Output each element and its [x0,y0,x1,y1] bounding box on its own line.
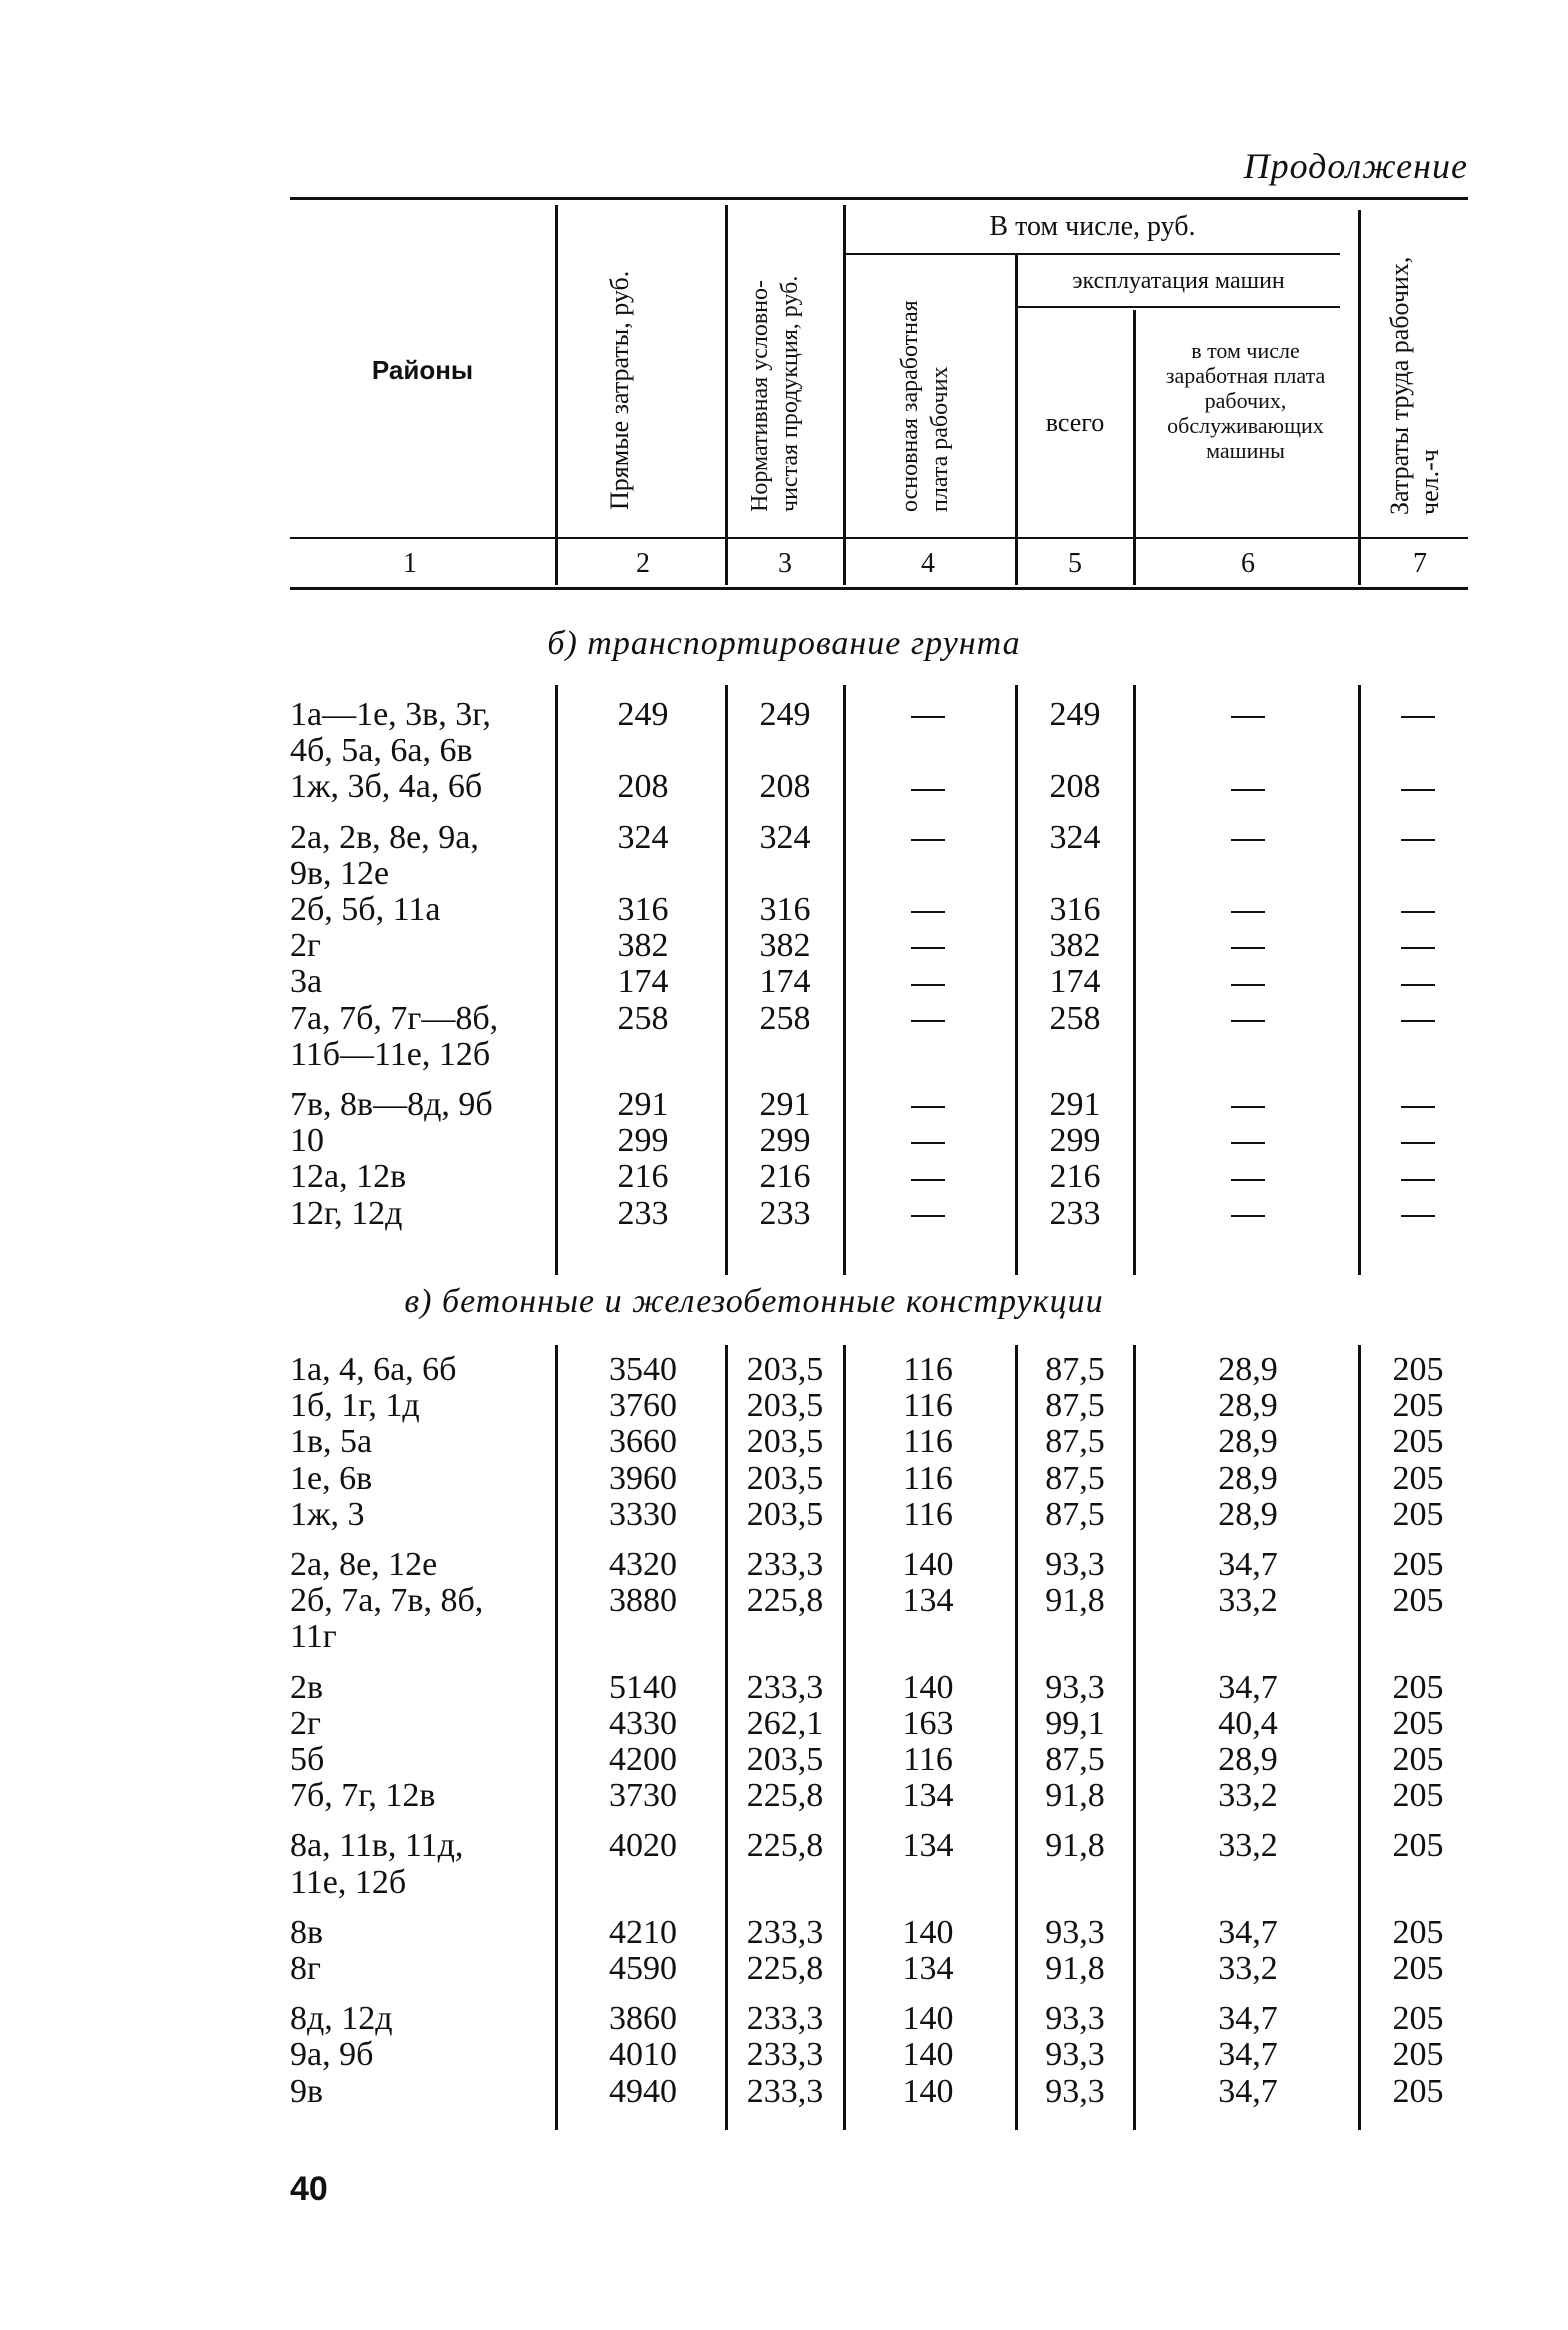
dash-mark [911,1142,945,1144]
value-cell: 87,5 [1045,1741,1105,1778]
value-cell: 205 [1392,1668,1444,1706]
value-cell [858,1123,998,1159]
value-cell: 99,1 [1045,1704,1105,1742]
column-number-5: 5 [1068,548,1082,579]
value-cell: 40,4 [1218,1704,1278,1742]
value-cell: 4330 [609,1704,677,1742]
dash-mark [911,1020,945,1022]
value-cell: 225,8 [746,1582,824,1620]
value-cell: 258 [759,999,811,1037]
value-cell: 134 [902,1950,954,1987]
district-cell: 1ж, 3 [290,1495,365,1533]
value-cell: 134 [902,1777,954,1815]
dash-mark [1401,947,1435,949]
value-cell: 316 [1049,891,1101,928]
table-row [0,1778,1568,1814]
value-cell: 93,3 [1045,2000,1105,2038]
col4-header: основная заработная плата рабочих [897,300,953,512]
value-cell [858,1001,998,1037]
value-cell: 382 [759,927,811,965]
value-cell [858,928,998,964]
dash-mark [1401,984,1435,986]
value-cell: 174 [617,963,669,1001]
district-cell: 2г [290,927,321,965]
machines-header: эксплуатация машин [1072,268,1285,294]
district-cell: 11б—11е, 12б [290,1035,491,1073]
table-row [0,2074,1568,2110]
table-row [0,1424,1568,1460]
value-cell: 87,5 [1045,1423,1105,1461]
table-row [0,1123,1568,1159]
value-cell: 34,7 [1218,2072,1278,2110]
district-cell: 9в [290,2072,324,2110]
value-cell: 324 [617,818,669,856]
district-cell: 2в [290,1668,324,1706]
value-cell: 28,9 [1218,1423,1278,1461]
value-cell [858,1159,998,1195]
value-cell: 5140 [609,1668,677,1706]
value-cell [1178,1159,1318,1195]
value-cell: 216 [759,1158,811,1196]
district-cell: 3а [290,963,323,1001]
value-cell: 140 [902,2000,954,2038]
value-cell: 116 [903,1495,953,1533]
value-cell: 291 [759,1086,811,1123]
header-vline-6 [1358,210,1361,585]
district-cell: 2б, 7а, 7в, 8б, [290,1582,484,1620]
value-cell: 249 [617,696,669,733]
value-cell: 316 [759,891,811,928]
district-cell: 9а, 9б [290,2036,374,2074]
table-row [0,964,1568,1000]
district-cell: 8в [290,1913,324,1951]
dash-mark [911,984,945,986]
dash-mark [911,947,945,949]
value-cell [858,697,998,733]
value-cell: 205 [1392,1827,1444,1865]
value-cell: 87,5 [1045,1351,1105,1388]
column-number-3: 3 [778,548,792,579]
column-number-7: 7 [1413,548,1427,579]
section-title-concrete: в) бетонные и железобетонные конструкции [404,1283,1104,1320]
value-cell: 174 [759,963,811,1001]
value-cell: 134 [902,1827,954,1865]
district-cell: 7б, 7г, 12в [290,1777,436,1815]
dash-mark [1231,911,1265,913]
dash-mark [911,1215,945,1217]
value-cell: 208 [617,768,669,806]
value-cell: 291 [1049,1086,1101,1123]
value-cell: 93,3 [1045,2072,1105,2110]
value-cell [1348,928,1488,964]
value-cell: 34,7 [1218,2000,1278,2038]
value-cell: 163 [902,1704,954,1742]
value-cell: 205 [1392,1423,1444,1461]
dash-mark [1231,716,1265,718]
value-cell: 205 [1392,1546,1444,1583]
table-row [0,1742,1568,1778]
dash-mark [1401,1020,1435,1022]
district-cell: 10 [290,1122,324,1160]
page-number: 40 [290,2170,328,2208]
value-cell: 299 [759,1122,811,1160]
machines-hline [1017,306,1340,308]
value-cell: 233,3 [746,1668,824,1706]
district-cell: 11е, 12б [290,1863,407,1901]
value-cell [1178,1087,1318,1123]
value-cell: 28,9 [1218,1741,1278,1778]
value-cell: 4320 [609,1546,677,1583]
col1-header: Районы [371,355,474,385]
value-cell: 203,5 [746,1387,824,1425]
value-cell [1348,697,1488,733]
value-cell: 205 [1392,1351,1444,1388]
table-row [0,1388,1568,1424]
value-cell: 91,8 [1045,1582,1105,1620]
table-row [0,1706,1568,1742]
value-cell: 93,3 [1045,1668,1105,1706]
value-cell [1178,892,1318,928]
dash-mark [1231,1215,1265,1217]
col5-header: всего [1045,408,1105,437]
value-cell: 249 [759,696,811,733]
table-row [0,1001,1568,1037]
value-cell: 205 [1392,1459,1444,1497]
dash-mark [1231,839,1265,841]
dash-mark [911,789,945,791]
value-cell [1178,964,1318,1000]
col3-header: Нормативная условно-чистая продукция, руб. [747,275,803,512]
dash-mark [1401,1142,1435,1144]
table-row [0,1619,1568,1655]
value-cell: 3330 [609,1495,677,1533]
value-cell [1178,1001,1318,1037]
value-cell: 4590 [609,1950,677,1987]
dash-mark [911,911,945,913]
table-row [0,697,1568,733]
dash-mark [1231,1020,1265,1022]
table-row [0,892,1568,928]
value-cell [1348,892,1488,928]
value-cell: 225,8 [746,1827,824,1865]
colnum-bottom-rule [290,587,1468,590]
value-cell: 3960 [609,1459,677,1497]
value-cell: 87,5 [1045,1495,1105,1533]
table-row [0,856,1568,892]
value-cell: 299 [1049,1122,1101,1160]
district-cell: 11г [290,1618,337,1656]
dash-mark [1401,1106,1435,1108]
value-cell [1348,1123,1488,1159]
column-number-6: 6 [1241,548,1255,579]
dash-mark [1231,1179,1265,1181]
continuation-label: Продолжение [1243,146,1468,186]
value-cell: 205 [1392,2000,1444,2038]
header-top-rule [290,197,1468,200]
table-row [0,769,1568,805]
value-cell: 116 [903,1387,953,1425]
district-cell: 2а, 8е, 12е [290,1546,438,1583]
value-cell: 116 [903,1741,953,1778]
district-cell: 4б, 5а, 6а, 6в [290,732,473,770]
value-cell: 205 [1392,1704,1444,1742]
value-cell: 87,5 [1045,1459,1105,1497]
table-row [0,1951,1568,1987]
value-cell: 140 [902,1668,954,1706]
district-cell: 7а, 7б, 7г—8б, [290,999,499,1037]
value-cell: 258 [617,999,669,1037]
value-cell [1348,1001,1488,1037]
dash-mark [911,1106,945,1108]
table-row [0,1670,1568,1706]
value-cell: 233,3 [746,2036,824,2074]
value-cell: 233,3 [746,2000,824,2038]
value-cell: 233 [617,1194,669,1232]
value-cell [1178,769,1318,805]
value-cell: 316 [617,891,669,928]
value-cell: 203,5 [746,1351,824,1388]
value-cell: 28,9 [1218,1387,1278,1425]
value-cell: 34,7 [1218,1546,1278,1583]
value-cell [1348,1087,1488,1123]
value-cell [1178,820,1318,856]
value-cell: 382 [617,927,669,965]
value-cell [1178,928,1318,964]
dash-mark [1231,789,1265,791]
value-cell: 208 [759,768,811,806]
value-cell: 34,7 [1218,1913,1278,1951]
value-cell: 203,5 [746,1423,824,1461]
value-cell: 116 [903,1423,953,1461]
district-cell: 1ж, 3б, 4а, 6б [290,768,483,806]
value-cell: 34,7 [1218,1668,1278,1706]
value-cell: 3760 [609,1387,677,1425]
column-number-2: 2 [636,548,650,579]
table-row [0,1037,1568,1073]
value-cell: 291 [617,1086,669,1123]
value-cell: 174 [1049,963,1101,1001]
col7-header: Затраты труда рабочих, чел.-ч [1385,256,1444,515]
value-cell: 140 [902,2072,954,2110]
column-number-1: 1 [403,548,417,579]
district-cell: 7в, 8в—8д, 9б [290,1086,493,1123]
value-cell: 91,8 [1045,1777,1105,1815]
value-cell: 324 [759,818,811,856]
value-cell [858,892,998,928]
value-cell: 91,8 [1045,1827,1105,1865]
table-row [0,1461,1568,1497]
value-cell: 33,2 [1218,1582,1278,1620]
value-cell [858,820,998,856]
value-cell: 203,5 [746,1741,824,1778]
value-cell: 299 [617,1122,669,1160]
header-vline-1 [555,205,558,585]
value-cell: 134 [902,1582,954,1620]
value-cell: 140 [902,1913,954,1951]
value-cell: 249 [1049,696,1101,733]
value-cell: 233,3 [746,1913,824,1951]
district-cell: 1а—1е, 3в, 3г, [290,696,491,733]
value-cell [1348,769,1488,805]
district-cell: 9в, 12е [290,854,390,892]
dash-mark [911,839,945,841]
table-row [0,1828,1568,1864]
value-cell: 205 [1392,1582,1444,1620]
table-row [0,1865,1568,1901]
value-cell [858,964,998,1000]
header-vline-5 [1133,310,1136,585]
value-cell: 93,3 [1045,2036,1105,2074]
value-cell: 34,7 [1218,2036,1278,2074]
value-cell: 28,9 [1218,1459,1278,1497]
value-cell: 205 [1392,2036,1444,2074]
value-cell: 205 [1392,1387,1444,1425]
value-cell: 233 [759,1194,811,1232]
table-row [0,1159,1568,1195]
value-cell [858,769,998,805]
value-cell: 4200 [609,1741,677,1778]
group-hline [845,253,1340,255]
table-row [0,928,1568,964]
dash-mark [1401,716,1435,718]
district-cell: 2а, 2в, 8е, 9а, [290,818,479,856]
col2-header: Прямые затраты, руб. [605,270,634,510]
value-cell: 382 [1049,927,1101,965]
value-cell: 140 [902,1546,954,1583]
district-cell: 1а, 4, 6а, 6б [290,1351,457,1388]
value-cell: 208 [1049,768,1101,806]
value-cell: 91,8 [1045,1950,1105,1987]
value-cell: 324 [1049,818,1101,856]
value-cell [1348,964,1488,1000]
dash-mark [911,1179,945,1181]
dash-mark [911,716,945,718]
district-cell: 8д, 12д [290,2000,393,2038]
district-cell: 1в, 5а [290,1423,373,1461]
district-cell: 2г [290,1704,321,1742]
value-cell: 3660 [609,1423,677,1461]
value-cell: 4210 [609,1913,677,1951]
value-cell: 93,3 [1045,1546,1105,1583]
value-cell: 233 [1049,1194,1101,1232]
value-cell: 33,2 [1218,1950,1278,1987]
value-cell: 3860 [609,2000,677,2038]
group-header: В том числе, руб. [989,211,1196,242]
table-row [0,1196,1568,1232]
table-row [0,2001,1568,2037]
dash-mark [1401,789,1435,791]
value-cell: 233,3 [746,2072,824,2110]
district-cell: 1б, 1г, 1д [290,1387,420,1425]
value-cell: 116 [903,1351,953,1388]
dash-mark [1231,1142,1265,1144]
value-cell: 4020 [609,1827,677,1865]
dash-mark [1401,1179,1435,1181]
value-cell: 258 [1049,999,1101,1037]
district-cell: 2б, 5б, 11а [290,891,441,928]
value-cell: 4940 [609,2072,677,2110]
value-cell: 205 [1392,2072,1444,2110]
table-row [0,1915,1568,1951]
value-cell: 28,9 [1218,1495,1278,1533]
value-cell: 216 [617,1158,669,1196]
dash-mark [1401,839,1435,841]
value-cell: 28,9 [1218,1351,1278,1388]
table-row [0,1497,1568,1533]
value-cell [1178,1196,1318,1232]
district-cell: 8г [290,1950,321,1987]
table-row [0,820,1568,856]
district-cell: 12г, 12д [290,1194,403,1232]
value-cell: 205 [1392,1950,1444,1987]
value-cell: 262,1 [746,1704,824,1742]
dash-mark [1231,984,1265,986]
value-cell [1348,1196,1488,1232]
value-cell: 33,2 [1218,1777,1278,1815]
value-cell [1178,1123,1318,1159]
value-cell: 225,8 [746,1777,824,1815]
value-cell: 205 [1392,1913,1444,1951]
value-cell: 4010 [609,2036,677,2074]
value-cell: 233,3 [746,1546,824,1583]
value-cell: 93,3 [1045,1913,1105,1951]
district-cell: 5б [290,1741,325,1778]
table-row [0,1547,1568,1583]
value-cell: 225,8 [746,1950,824,1987]
table-row [0,1583,1568,1619]
table-row [0,2037,1568,2073]
value-cell: 205 [1392,1741,1444,1778]
value-cell [1348,1159,1488,1195]
table-row [0,733,1568,769]
district-cell: 1е, 6в [290,1459,373,1497]
dash-mark [1401,911,1435,913]
value-cell: 87,5 [1045,1387,1105,1425]
value-cell: 205 [1392,1777,1444,1815]
value-cell: 203,5 [746,1495,824,1533]
district-cell: 12а, 12в [290,1158,407,1196]
value-cell: 203,5 [746,1459,824,1497]
value-cell: 205 [1392,1495,1444,1533]
value-cell: 3880 [609,1582,677,1620]
value-cell [1348,820,1488,856]
value-cell [1178,697,1318,733]
value-cell: 116 [903,1459,953,1497]
value-cell: 140 [902,2036,954,2074]
dash-mark [1231,947,1265,949]
header-vline-2 [725,205,728,585]
value-cell [858,1087,998,1123]
district-cell: 8а, 11в, 11д, [290,1827,464,1865]
header-bottom-rule [290,537,1468,539]
section-title-transport: б) транспортирование грунта [547,625,1021,662]
dash-mark [1231,1106,1265,1108]
value-cell: 3540 [609,1351,677,1388]
value-cell: 33,2 [1218,1827,1278,1865]
value-cell [858,1196,998,1232]
value-cell: 216 [1049,1158,1101,1196]
table-row [0,1352,1568,1388]
table-row [0,1087,1568,1123]
header-vline-3 [843,205,846,585]
value-cell: 3730 [609,1777,677,1815]
column-number-4: 4 [921,548,935,579]
col6-header: в том числе заработная плата рабочих, обслуживающих машины [1165,338,1326,463]
dash-mark [1401,1215,1435,1217]
